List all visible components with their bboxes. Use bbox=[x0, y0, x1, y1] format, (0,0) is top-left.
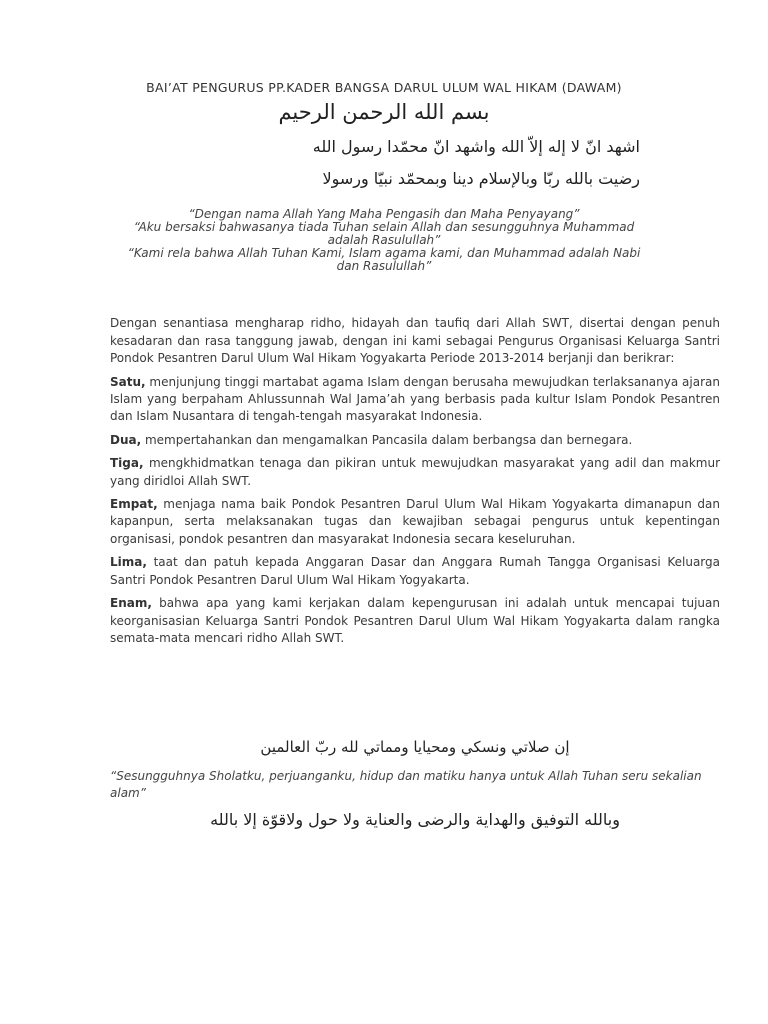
point-text: menjunjung tinggi martabat agama Islam dengan berusaha mewujudkan terlaksananya ajaran Islam yang berpaham Ahlussunnah Wal Jama’ah yang berbasis pada kultur Islam Pondok Pesantren dan Islam Nusantara di tengah-tengah masyarakat Indonesia. bbox=[110, 374, 720, 424]
point-5 bbox=[110, 554, 720, 589]
quote-line: “Aku bersaksi bahwasanya tiada Tuhan selain Allah dan sesungguhnya Muhammad bbox=[133, 220, 635, 234]
point-6 bbox=[110, 595, 720, 647]
point-1 bbox=[110, 374, 720, 426]
point-label: Empat, bbox=[110, 497, 158, 512]
point-label: Satu, bbox=[110, 374, 146, 389]
shahada-line-1: اشهد انّ لا إله إلاّ الله واشهد انّ محمّدا رسول الله bbox=[312, 137, 640, 156]
intro-text: Dengan senantiasa mengharap ridho, hidayah dan taufiq dari Allah SWT, disertai dengan penuh kesadaran dan rasa tanggung jawab, dengan ini kami sebagai Pengurus Organisasi Keluarga Santri Pondok Pesantren Darul Ulum Wal Hikam Yogyakarta Periode 2013-2014 berjanji dan berikrar: bbox=[110, 316, 720, 366]
translation-quotes bbox=[40, 208, 728, 273]
point-label: Tiga, bbox=[110, 456, 144, 471]
quote-line: dan Rasulullah” bbox=[336, 259, 432, 273]
closing-arabic: إن صلاتي ونسكي ومحيايا ومماتي لله ربّ العالمين bbox=[260, 738, 570, 756]
quote-line: “Kami rela bahwa Allah Tuhan Kami, Islam agama kami, dan Muhammad adalah Nabi bbox=[127, 246, 641, 260]
basmalah: بسم الله الرحمن الرحيم bbox=[278, 100, 490, 124]
intro-paragraph bbox=[110, 298, 720, 368]
shahada-line-2: رضيت بالله ربّا وبالإسلام دينا وبمحمّد نبيّا ورسولا bbox=[322, 169, 640, 188]
point-4 bbox=[110, 496, 720, 548]
point-text: mengkhidmatkan tenaga dan pikiran untuk mewujudkan masyarakat yang adil dan makmur yang diridloi Allah SWT. bbox=[110, 456, 720, 488]
quote-line: “Dengan nama Allah Yang Maha Pengasih dan Maha Penyayang” bbox=[188, 207, 580, 221]
point-label: Lima, bbox=[110, 555, 147, 570]
quote-line: adalah Rasulullah” bbox=[327, 233, 441, 247]
point-2 bbox=[110, 432, 720, 449]
pledge-body bbox=[110, 298, 720, 653]
point-text: mempertahankan dan mengamalkan Pancasila dalam berbangsa dan bernegara. bbox=[141, 432, 633, 447]
document-title: BAI’AT PENGURUS PP.KADER BANGSA DARUL ULUM WAL HIKAM (DAWAM) bbox=[146, 80, 622, 95]
point-label: Enam, bbox=[110, 596, 152, 611]
point-3 bbox=[110, 455, 720, 490]
point-label: Dua, bbox=[110, 432, 142, 447]
point-text: taat dan patuh kepada Anggaran Dasar dan Anggara Rumah Tangga Organisasi Keluarga Santri Pondok Pesantren Darul Ulum Wal Hikam Yogyakarta. bbox=[110, 555, 720, 587]
closing-quote: “Sesungguhnya Sholatku, perjuanganku, hidup dan matiku hanya untuk Allah Tuhan seru sekalian alam” bbox=[110, 769, 702, 800]
point-text: bahwa apa yang kami kerjakan dalam kepengurusan ini adalah untuk mencapai tujuan keorganisasian Keluarga Santri Pondok Pesantren Darul Ulum Wal Hikam Yogyakarta dalam rangka semata-mata mencari ridho Allah SWT. bbox=[110, 596, 720, 645]
point-text: menjaga nama baik Pondok Pesantren Darul Ulum Wal Hikam Yogyakarta dimanapun dan kapanpun, serta melaksanakan tugas dan kewajiban sebagai pengurus untuk kepentingan organisasi, pondok pesantren dan masyarakat Indonesia secara keseluruhan. bbox=[110, 497, 720, 546]
final-arabic: وبالله التوفيق والهداية والرضى والعناية ولا حول ولاقوّة إلا بالله bbox=[210, 810, 620, 829]
